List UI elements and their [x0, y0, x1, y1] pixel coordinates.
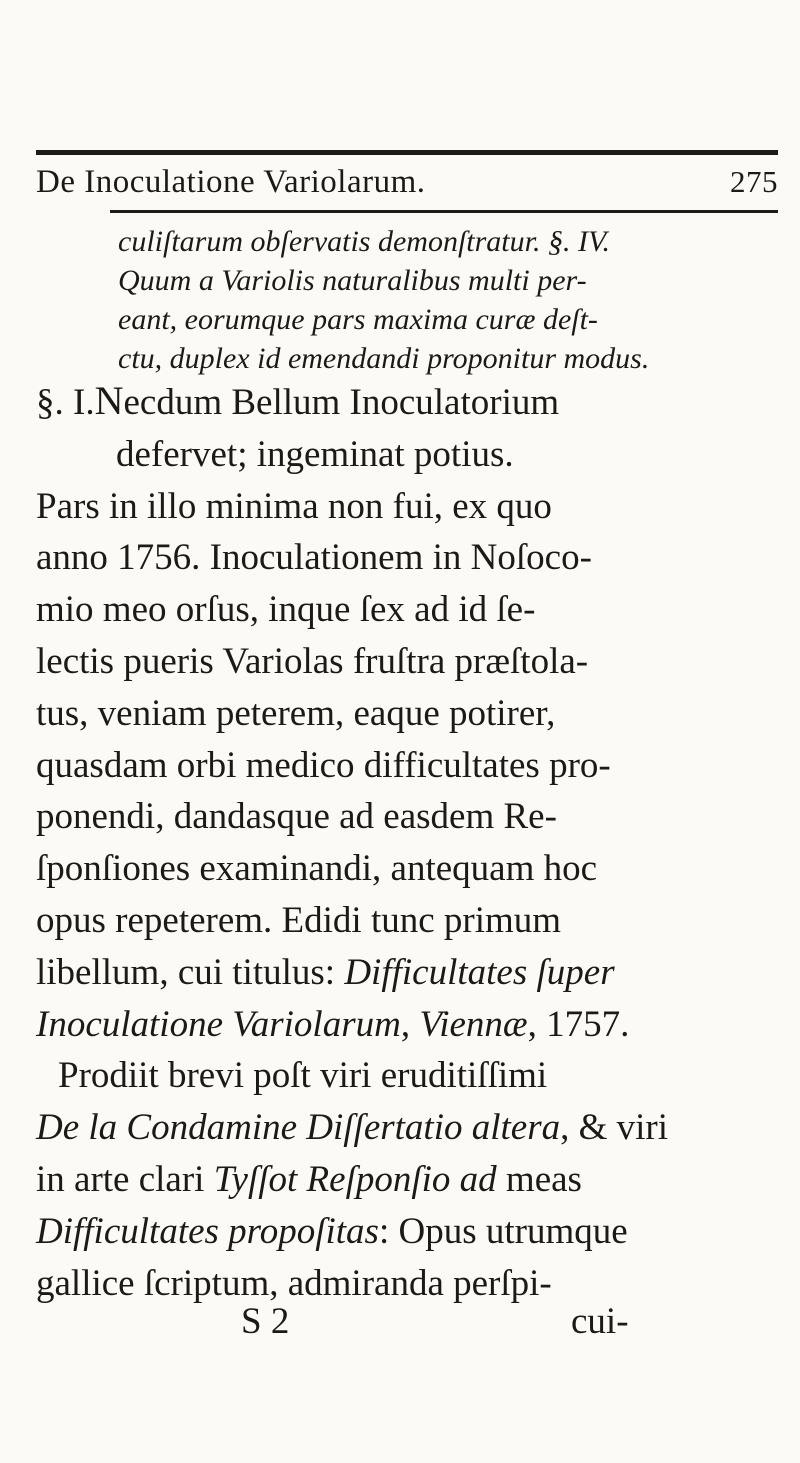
body-line: tus, veniam peterem, eaque potirer,: [36, 692, 556, 734]
body-line-text: in arte clari: [36, 1158, 214, 1200]
body-line: [36, 1154, 778, 1206]
initial-letter: N: [94, 378, 124, 423]
body-line: [36, 947, 778, 999]
body-line: quasdam orbi medico difficultates pro-: [36, 744, 611, 786]
page-number: 275: [730, 164, 778, 199]
body-line-text: ,: [400, 1003, 420, 1045]
summary-line: ctu, duplex id emendandi proponitur modus.: [118, 342, 650, 375]
body-line-text: meas: [496, 1158, 582, 1200]
running-header: [36, 157, 778, 207]
signature-mark: S 2: [241, 1301, 290, 1342]
italic-title: Reſponſio ad: [297, 1158, 497, 1200]
summary-line: Quum a Variolis naturalibus multi per-: [118, 264, 587, 297]
italic-name: Tyſſot: [213, 1158, 298, 1200]
page-footer: [36, 1296, 778, 1347]
header-rule-bottom: [110, 210, 778, 213]
body-paragraph: [36, 375, 778, 1309]
italic-title: Difficultates propoſitas: [36, 1210, 379, 1252]
body-line-text: ecdum Bellum Inoculatorium: [123, 382, 560, 423]
body-line-text: , 1757.: [527, 1003, 630, 1045]
body-line: opus repeterem. Edidi tunc primum: [36, 899, 562, 941]
body-line: defervet; ingeminat potius.: [116, 433, 514, 475]
body-line: ſponſiones examinandi, antequam hoc: [36, 848, 598, 890]
body-line: [36, 1206, 778, 1258]
body-line: anno 1756. Inoculationem in Noſoco-: [36, 537, 592, 579]
italic-title: Difficultates ſuper: [344, 951, 615, 993]
body-line: mio meo orſus, inque ſex ad id ſe-: [36, 589, 536, 631]
italic-title: De la Condamine Diſſertatio altera: [36, 1107, 561, 1149]
summary-line: eant, eorumque pars maxima curæ deſt-: [118, 303, 598, 336]
body-line: [36, 999, 778, 1051]
running-title: De Inoculatione Variolarum.: [36, 164, 426, 200]
section-mark: §. I.: [36, 382, 95, 423]
body-line: ponendi, dandasque ad easdem Re-: [36, 796, 557, 838]
italic-title: Inoculatione Variolarum: [36, 1003, 401, 1045]
body-line: [36, 375, 778, 429]
body-line-text: : Opus utrumque: [378, 1210, 628, 1252]
body-line: lectis pueris Variolas fruſtra præſtola-: [36, 640, 589, 682]
body-line: [36, 1102, 778, 1154]
catchword: cui-: [571, 1301, 629, 1342]
body-line: gallice ſcriptum, admiranda perſpi-: [36, 1262, 552, 1304]
body-line: Prodiit brevi poſt viri eruditiſſimi: [58, 1055, 548, 1097]
body-line: Pars in illo minima non fui, ex quo: [36, 485, 552, 527]
body-line-text: , & viri: [560, 1107, 669, 1149]
body-line-text: libellum, cui titulus:: [36, 951, 345, 993]
chapter-summary: [118, 222, 778, 378]
header-rule-top: [36, 150, 778, 155]
italic-place: Viennæ: [419, 1003, 528, 1045]
summary-line: culiſtarum obſervatis demonſtratur. §. IV.: [118, 225, 610, 258]
